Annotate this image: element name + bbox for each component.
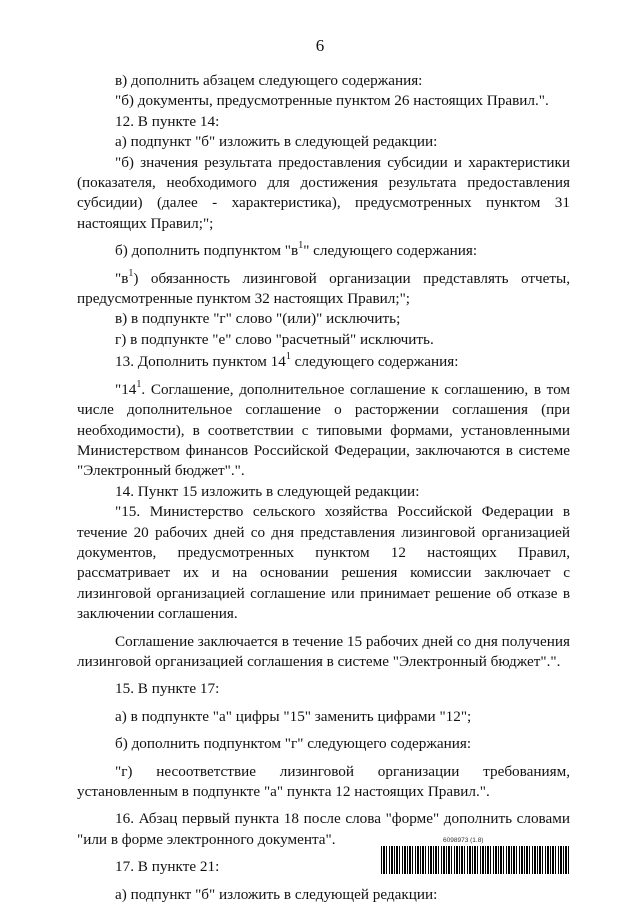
paragraph-text: ) обязанность лизинговой организации представлять отчеты, предусмотренные пунктом 32 настоящих Правил;"; [77,269,570,308]
barcode-number: 6098973 (1.8) [443,837,484,844]
paragraph: 17. В пункте 21: [115,858,220,876]
paragraph: "б) значения результата предоставления субсидии и характеристики (показателя, необходимого для достижения результата предоставления субсидии) (далее - характеристика), предусмотренных пунктом 31 настоящих Правил;"; [77,153,570,232]
paragraph: в) дополнить абзацем следующего содержания: [115,72,423,89]
paragraph: а) в подпункте "а" цифры "15" заменить цифрами "12"; [115,707,472,725]
paragraph-text: б) дополнить подпунктом "в [115,242,299,260]
paragraph: г) в подпункте "е" слово "расчетный" исключить. [115,330,434,348]
paragraph [77,269,570,310]
paragraph-text: " следующего содержания: [303,242,478,260]
superscript: 1 [298,240,304,252]
paragraph: "15. Министерство сельского хозяйства Российской Федерации в течение 20 рабочих дней со дня представления лизинговой организацией документов, предусмотренных пунктом 12 настоящих Правил, рассматривает их и на основании решения комиссии заключает с лизинговой организацией соглашение или принимает решение об отказе в заключении соглашения. [77,503,570,623]
paragraph: "б) документы, предусмотренные пунктом 26 настоящих Правил.". [115,92,549,110]
paragraph: "г) несоответствие лизинговой организации требованиям, установленным в подпункте "а" пункта 12 настоящих Правил.". [77,762,570,800]
document-body [77,71,570,905]
paragraph: 14. Пункт 15 изложить в следующей редакции: [115,482,420,500]
paragraph [77,241,570,261]
paragraph: а) подпункт "б" изложить в следующей редакции: [115,885,438,903]
superscript: 1 [285,351,291,363]
paragraph-text: . Соглашение, дополнительное соглашение к соглашению, в том числе дополнительное соглашение о расторжении соглашения (при необходимости), в соответствии с типовыми формами, установленными Министерством финансов Российской Федерации, заключаются в системе "Электронный бюджет".". [77,380,570,480]
superscript: 1 [136,378,142,390]
paragraph-text: "в [115,269,129,287]
paragraph: в) в подпункте "г" слово "(или)" исключить; [115,310,401,328]
barcode [381,837,571,877]
page-number: 6 [315,36,325,55]
paragraph: б) дополнить подпунктом "г" следующего содержания: [115,735,472,753]
superscript: 1 [128,267,134,279]
paragraph: 16. Абзац первый пункта 18 после слова "форме" дополнить словами "или в форме электронного документа". [77,810,570,848]
barcode-bars [381,846,571,874]
paragraph [77,380,570,482]
paragraph: Соглашение заключается в течение 15 рабочих дней со дня получения лизинговой организацией соглашения в системе "Электронный бюджет".". [77,632,570,670]
paragraph [77,352,570,372]
paragraph: 15. В пункте 17: [115,680,220,698]
paragraph-text: следующего содержания: [290,353,459,371]
paragraph: а) подпункт "б" изложить в следующей редакции: [115,133,438,151]
paragraph-text: 13. Дополнить пунктом 14 [115,353,286,371]
paragraph: 12. В пункте 14: [115,112,220,130]
paragraph-text: "14 [115,380,137,398]
